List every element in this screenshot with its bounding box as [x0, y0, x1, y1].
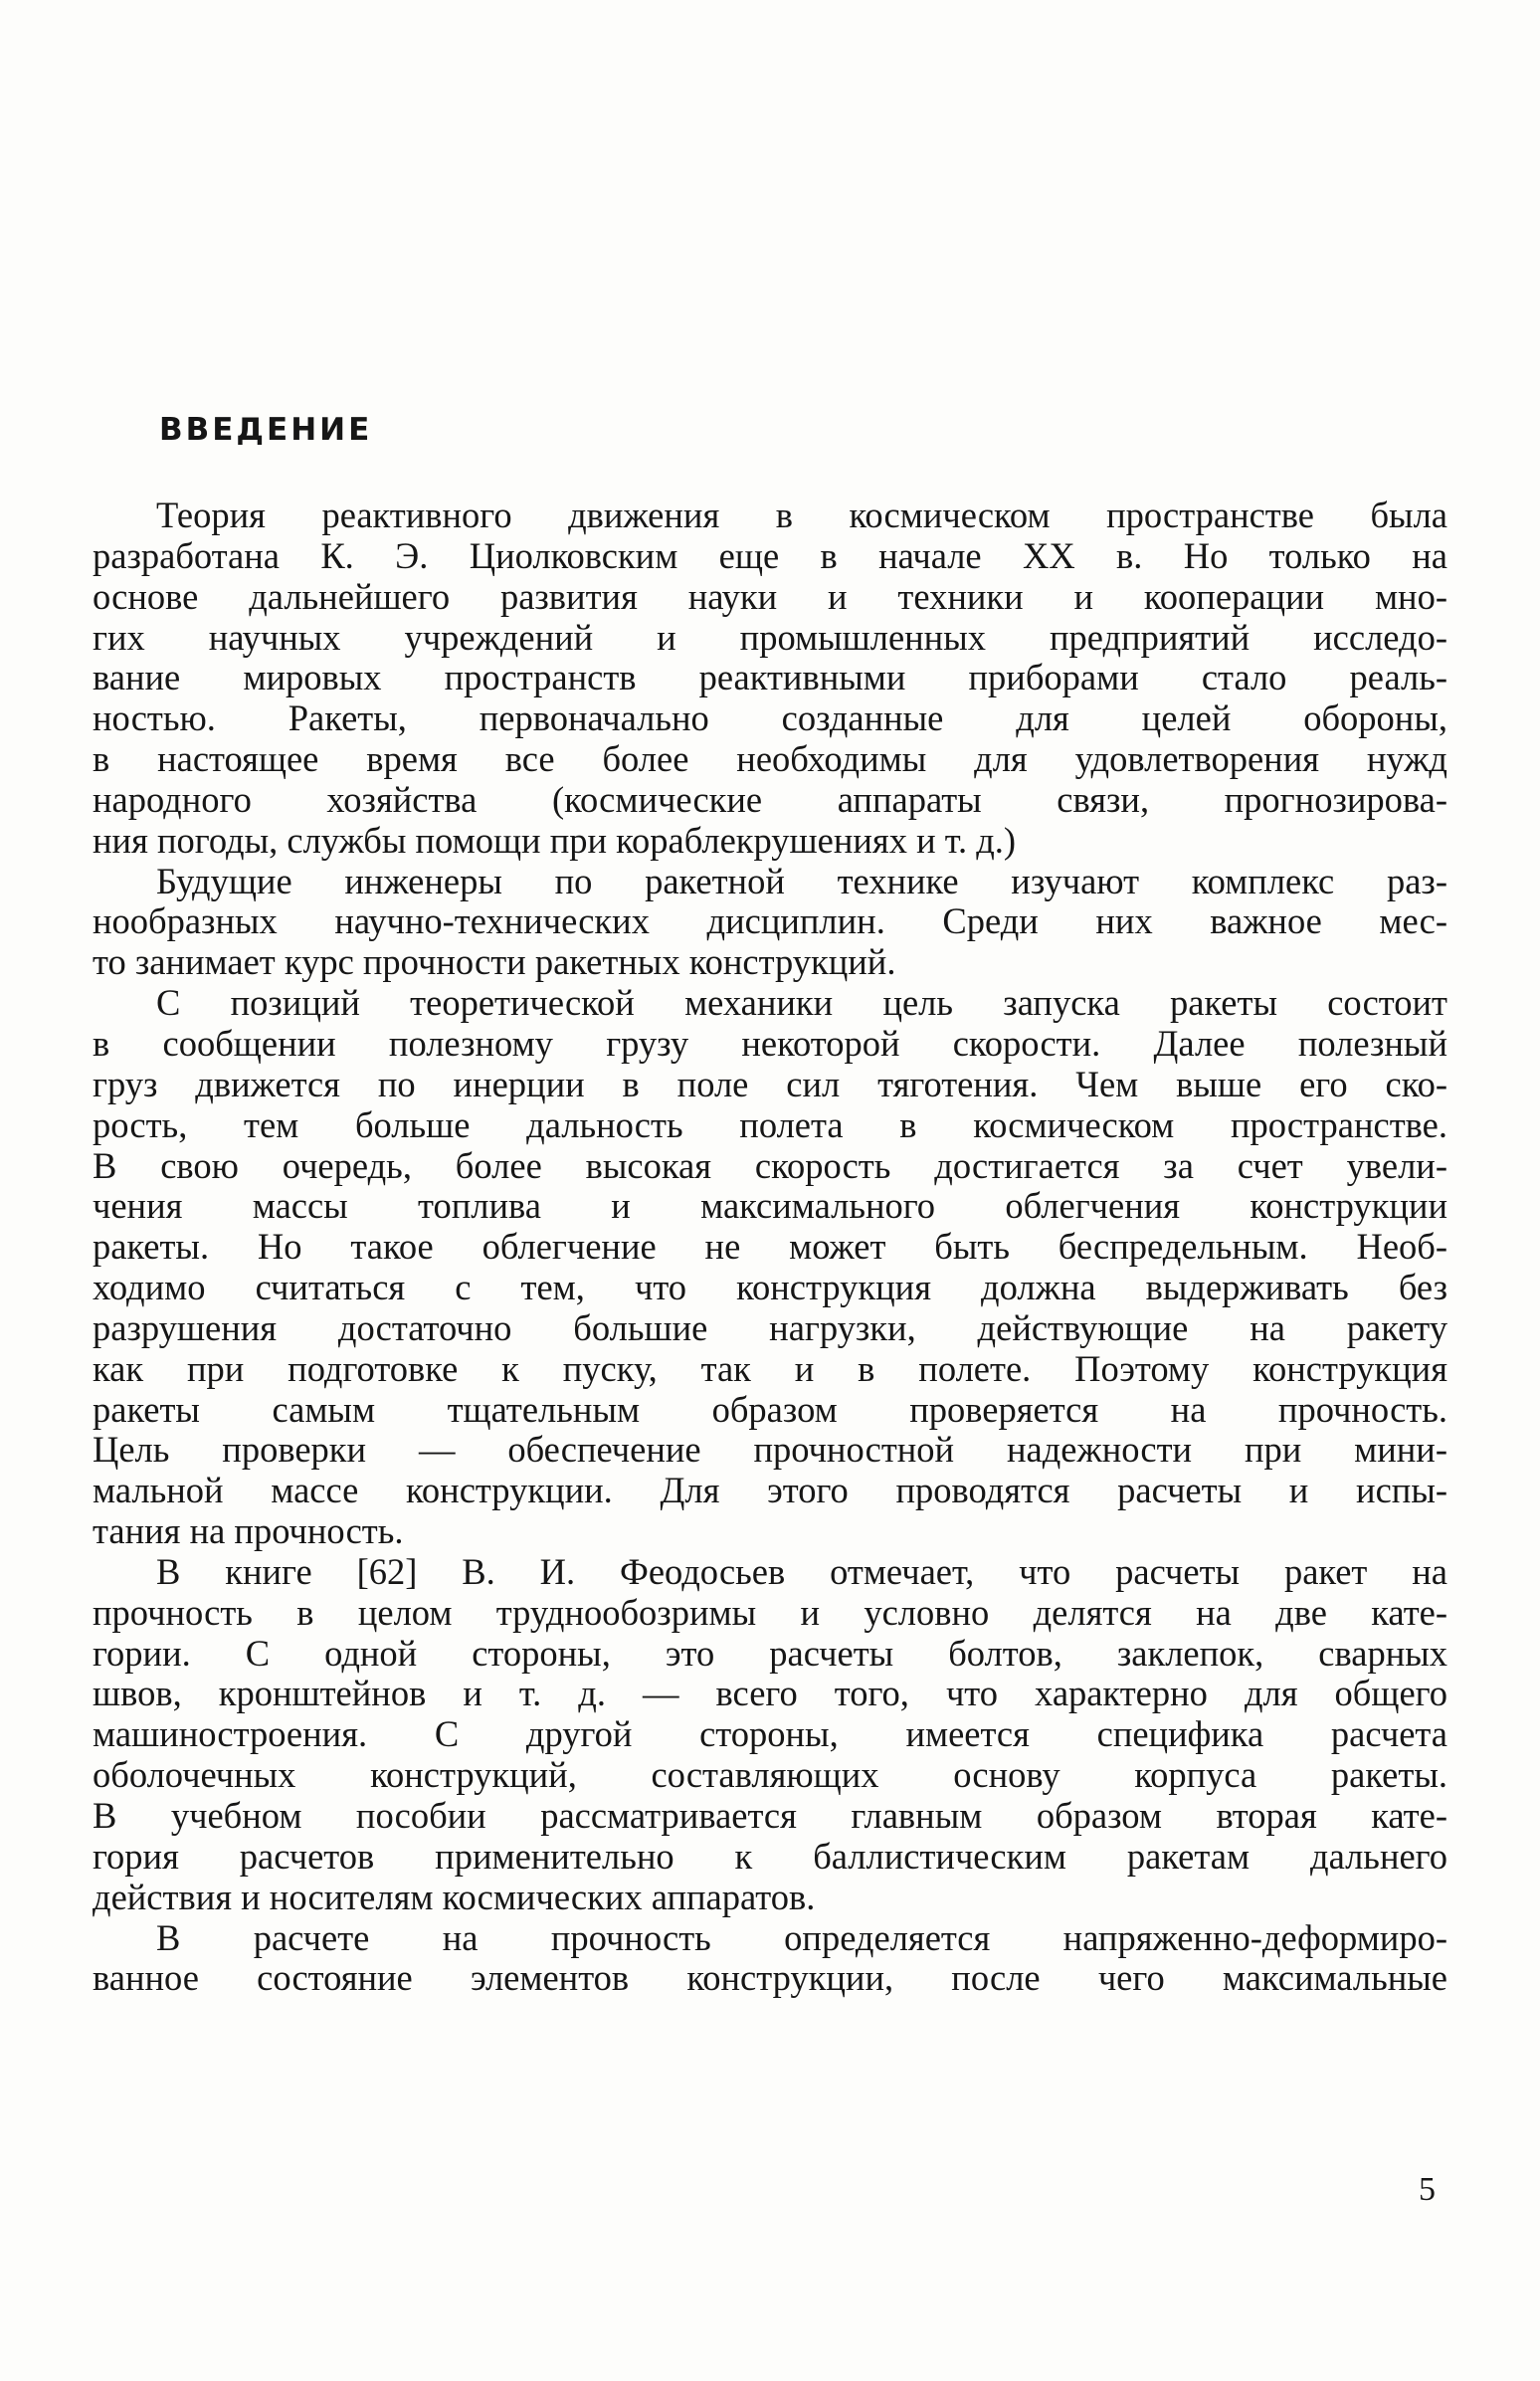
page-number: 5	[1419, 2171, 1436, 2208]
text-line: прочность в целом труднообозримы и условно делятся на две кате-	[93, 1591, 1447, 1633]
text-line: Теория реактивного движения в космическом пространстве была	[156, 495, 1447, 535]
text-line: В расчете на прочность определяется напряженно-деформиро-	[156, 1916, 1447, 1958]
text-line: в настоящее время все более необходимы для удовлетворения нужд	[93, 738, 1447, 780]
text-line: чения массы топлива и максимального облегчения конструкции	[93, 1185, 1447, 1227]
chapter-heading: ВВЕДЕНИЕ	[159, 412, 373, 448]
text-line: С позиций теоретической механики цель запуска ракеты состоит	[156, 982, 1447, 1024]
paragraph	[93, 1918, 1447, 2000]
text-line: тания на прочность.	[93, 1510, 404, 1552]
text-line: народного хозяйства (космические аппараты связи, прогнозирова-	[93, 778, 1447, 820]
text-line: Цель проверки — обеспечение прочностной надежности при мини-	[93, 1429, 1447, 1471]
text-line: гории. С одной стороны, это расчеты болтов, заклепок, сварных	[93, 1632, 1447, 1674]
text-line: ванное состояние элементов конструкции, после чего максимальные	[93, 1957, 1447, 1999]
text-line: ния погоды, службы помощи при кораблекрушениях и т. д.)	[93, 819, 1017, 861]
body-text	[93, 496, 1447, 1999]
text-line: гих научных учреждений и промышленных предприятий исследо-	[93, 616, 1447, 658]
text-line: нообразных научно-технических дисциплин. Среди них важное мес-	[93, 900, 1447, 942]
text-line: разрушения достаточно большие нагрузки, действующие на ракету	[93, 1306, 1447, 1348]
text-line: ностью. Ракеты, первоначально созданные для целей обороны,	[93, 697, 1447, 739]
text-line: ракеты. Но такое облегчение не может быть беспредельным. Необ-	[93, 1226, 1447, 1268]
paragraph	[93, 1552, 1447, 1918]
text-line: В свою очередь, более высокая скорость достигается за счет увели-	[93, 1144, 1447, 1186]
text-line: действия и носителям космических аппаратов.	[93, 1876, 816, 1917]
text-line: В учебном пособии рассматривается главным образом вторая кате-	[93, 1795, 1447, 1836]
paragraph	[93, 983, 1447, 1552]
paragraph	[93, 496, 1447, 862]
text-line: Будущие инженеры по ракетной технике изучают комплекс раз-	[156, 860, 1447, 901]
text-line: то занимает курс прочности ракетных конструкций.	[93, 941, 896, 983]
paragraph	[93, 862, 1447, 984]
text-line: гория расчетов применительно к баллистическим ракетам дальнего	[93, 1835, 1447, 1877]
text-line: вание мировых пространств реактивными приборами стало реаль-	[93, 657, 1447, 698]
text-line: как при подготовке к пуску, так и в полете. Поэтому конструкция	[93, 1347, 1447, 1389]
text-line: основе дальнейшего развития науки и техники и кооперации мно-	[93, 575, 1447, 617]
text-line: груз движется по инерции в поле сил тяготения. Чем выше его ско-	[93, 1063, 1447, 1104]
text-line: ракеты самым тщательным образом проверяется на прочность.	[93, 1388, 1447, 1430]
text-line: мальной массе конструкции. Для этого проводятся расчеты и испы-	[93, 1470, 1447, 1511]
text-line: В книге [62] В. И. Феодосьев отмечает, что расчеты ракет на	[156, 1550, 1447, 1592]
text-line: оболочечных конструкций, составляющих основу корпуса ракеты.	[93, 1754, 1447, 1796]
text-line: швов, кронштейнов и т. д. — всего того, что характерно для общего	[93, 1673, 1447, 1714]
text-line: ходимо считаться с тем, что конструкция должна выдерживать без	[93, 1267, 1447, 1308]
text-line: рость, тем больше дальность полета в космическом пространстве.	[93, 1103, 1447, 1145]
text-line: машиностроения. С другой стороны, имеется специфика расчета	[93, 1713, 1447, 1755]
text-line: в сообщении полезному грузу некоторой скорости. Далее полезный	[93, 1022, 1447, 1064]
text-line: разработана К. Э. Циолковским еще в начале XX в. Но только на	[93, 534, 1447, 576]
